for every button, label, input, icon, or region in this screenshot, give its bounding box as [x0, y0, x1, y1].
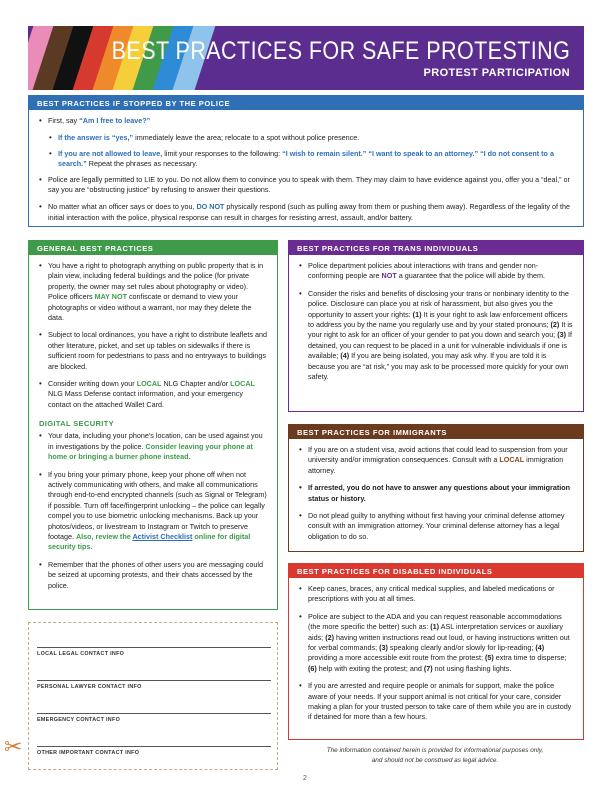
text: a guarantee that the police will abide by them. — [396, 271, 545, 281]
activist-checklist-link[interactable]: Activist Checklist — [132, 531, 193, 541]
general-bullet-3 — [39, 379, 267, 410]
disabled-heading: BEST PRACTICES FOR DISABLED INDIVIDUALS — [289, 564, 583, 578]
number: (5) — [484, 653, 494, 663]
text: immigration attorney. — [308, 455, 564, 475]
text: If you are on a student visa, avoid actions that could lead to suspension from your university and/or immigration consequences. Consult with a — [308, 445, 568, 465]
number: (3) — [557, 330, 566, 340]
text: NLG Chapter and/or — [161, 379, 231, 389]
emphasis: If the answer is “yes,” — [58, 133, 134, 143]
number: (2) — [325, 632, 334, 642]
trans-section — [288, 240, 584, 412]
number: (4) — [535, 643, 545, 653]
police-section — [28, 95, 584, 227]
number: (3) — [379, 643, 388, 653]
digital-bullet-1 — [39, 431, 267, 462]
personal-lawyer-contact-line[interactable]: PERSONAL LAWYER CONTACT INFO — [37, 680, 271, 690]
text: Consider writing down your — [48, 379, 137, 389]
number: (7) — [423, 663, 433, 673]
police-bullet-3 — [39, 202, 573, 223]
text: No matter what an officer says or does to you, — [48, 202, 197, 212]
wallet-card — [28, 622, 278, 770]
trans-bullet-1 — [299, 261, 573, 282]
scissors-icon: ✂ — [4, 734, 23, 759]
disclaimer — [300, 746, 570, 765]
text: immediately leave the area; relocate to a spot without police presence. — [133, 133, 360, 143]
emphasis: LOCAL — [136, 379, 162, 389]
emphasis: NOT — [381, 271, 397, 281]
text: NLG Mass Defense contact information, and your emergency contact on the attached Wallet Card. — [48, 389, 243, 409]
disclaimer-line-2: and should not be construed as legal advice. — [371, 756, 499, 764]
text: If detained, you can request to be placed in a unit for vulnerable individuals if one is available; — [308, 330, 572, 361]
text: Police department policies about interactions with trans and gender non-conforming people are — [308, 261, 539, 281]
text: having written instructions read out loud, or having instructions written out for verbal commands; — [308, 632, 570, 653]
emphasis: LOCAL — [499, 455, 525, 465]
disabled-bullet-1: • Keep canes, braces, any critical medical supplies, and labeled medications or prescriptions with you at all times. — [299, 584, 573, 605]
immigrants-bullet-2: • If arrested, you do not have to answer any questions about your immigration status or history. — [299, 483, 573, 504]
text: ASL interpretation services or auxiliary aids; — [308, 622, 564, 642]
text: Your data, including your phone’s location, can be used against you in investigations by the police. — [48, 431, 263, 451]
immigrants-bullet-1 — [299, 445, 573, 476]
text: providing a more accessible exit route from the protest; — [308, 653, 485, 663]
emphasis: If you are not allowed to leave, — [58, 148, 163, 158]
police-bullet-1 — [39, 116, 573, 126]
emphasis: Also, review the — [75, 531, 133, 541]
disclaimer-line-1: The information contained herein is provided for informational purposes only, — [326, 747, 544, 754]
phrases: “I wish to remain silent.” “I want to speak to an attorney.” “I do not consent to a search.” — [58, 148, 554, 169]
general-bullet-1 — [39, 261, 267, 323]
page-subtitle: PROTEST PARTICIPATION — [423, 67, 570, 79]
digital-security-heading: DIGITAL SECURITY — [39, 419, 114, 429]
police-subbullet-1 — [49, 133, 573, 143]
emphasis: online for digital security tips. — [48, 531, 251, 552]
page-title: BEST PRACTICES FOR SAFE PROTESTING — [111, 37, 570, 65]
text: If you bring your primary phone, keep your phone off when not actively communicating with others, and make all communications through end-to-end encrypted channels (such as Signal or Telegram) if possible. Turn off face/fingerprint unlocking – the police can legally compel you to use biometric unlocking mechanisms. Back up your photos/videos, or livestream to Instagram or Twitch to preserve footage. — [48, 469, 267, 541]
text: You have a right to photograph anything on public property that is in plain view, including federal buildings and the police (for private property, the owner may set rules about photography or video). Police officers — [48, 261, 264, 302]
other-contact-line[interactable]: OTHER IMPORTANT CONTACT INFO — [37, 746, 271, 756]
text: physically respond (such as pulling away from them or pushing them away). Regardless of the legality of the initial interaction with the police, physical response can result in charges for resisting arrest, assault, and/or battery. — [48, 202, 571, 222]
text: Police are subject to the ADA and you can request reasonable accommodations (the more specific the better) such as: — [308, 611, 562, 632]
number: (1) — [412, 309, 422, 319]
immigrants-bullet-3: • Do not plead guilty to anything without first having your criminal defense attorney consult with an immigration attorney. Your criminal defense attorney has a legal obligation to do so. — [299, 511, 573, 542]
local-legal-contact-line[interactable]: LOCAL LEGAL CONTACT INFO — [37, 647, 271, 657]
number: (4) — [340, 351, 350, 361]
number: (2) — [550, 320, 560, 330]
text: If you are being isolated, you may ask why. If you are told it is because you are “at risk,” you may ask to be processed more quickly for your own safety. — [308, 351, 569, 382]
page-header — [28, 26, 584, 90]
disabled-bullet-3: • If you are arrested and require people or animals for support, make the police aware of your needs. If your support animal is not critical for your care, consider making a plan for your trusted person to take care of them while you are in custody if detained for more than a few hours. — [299, 681, 573, 723]
general-section — [28, 240, 278, 610]
page-number: 2 — [303, 775, 307, 782]
trans-heading: BEST PRACTICES FOR TRANS INDIVIDUALS — [289, 241, 583, 255]
text: confiscate or demand to view your photographs or video without a warrant, nor may they delete the data. — [48, 292, 252, 323]
emphasis: LOCAL — [230, 379, 255, 389]
police-subbullet-2 — [49, 149, 573, 170]
police-bullet-2: • Police are legally permitted to LIE to you. Do not allow them to convince you to speak with them. They may claim to have evidence against you, offer you a “deal,” or say you are “obstructing justice” by refusing to answer their questions. — [39, 175, 573, 196]
text: help with exiting the protest; and — [316, 663, 424, 673]
number: (6) — [308, 663, 317, 673]
number: (1) — [430, 622, 440, 632]
text: First, say — [48, 116, 80, 125]
text: It is your right to ask for an officer of your gender to pat you down and search you; — [308, 320, 573, 340]
digital-bullet-3: • Remember that the phones of other users you are messaging could be seized at upcoming protests, and their chats accessed by the police. — [39, 560, 267, 591]
emphasis: Consider leaving your phone at home or bringing a burner phone instead. — [48, 441, 253, 462]
emergency-contact-line[interactable]: EMERGENCY CONTACT INFO — [37, 713, 271, 723]
police-heading: BEST PRACTICES IF STOPPED BY THE POLICE — [29, 96, 583, 110]
immigrants-section — [288, 424, 584, 552]
text: extra time to disperse; — [493, 653, 567, 663]
text: It is your right to ask law enforcement officers to address you by the name you regularly use and by your stated pronouns; — [308, 309, 568, 330]
general-bullet-2: • Subject to local ordinances, you have a right to distribute leaflets and other literature, picket, and set up tables on sidewalks if there is sufficient room for pedestrians to pass and no entryways to buildings are blocked. — [39, 330, 267, 372]
text: limit your responses to the following: — [162, 148, 283, 158]
disabled-bullet-2 — [299, 612, 573, 674]
emphasis: MAY NOT — [94, 292, 127, 302]
text: not using flashing lights. — [432, 663, 512, 673]
text: speaking clearly and/or slowly for lip-reading; — [387, 643, 536, 653]
text: Consider the risks and benefits of disclosing your trans or nonbinary identity to the police. Disclosure can place you at risk of harassment, but also gives you the opportunity to assert your rights: — [308, 288, 569, 319]
general-heading: GENERAL BEST PRACTICES — [29, 241, 277, 255]
text: Repeat the phrases as necessary. — [86, 159, 198, 169]
trans-bullet-2 — [299, 289, 573, 383]
disabled-section — [288, 563, 584, 740]
emphasis: DO NOT — [196, 202, 225, 212]
question-text: “Am I free to leave?” — [79, 116, 151, 125]
digital-bullet-2 — [39, 470, 267, 553]
immigrants-heading: BEST PRACTICES FOR IMMIGRANTS — [289, 425, 583, 439]
